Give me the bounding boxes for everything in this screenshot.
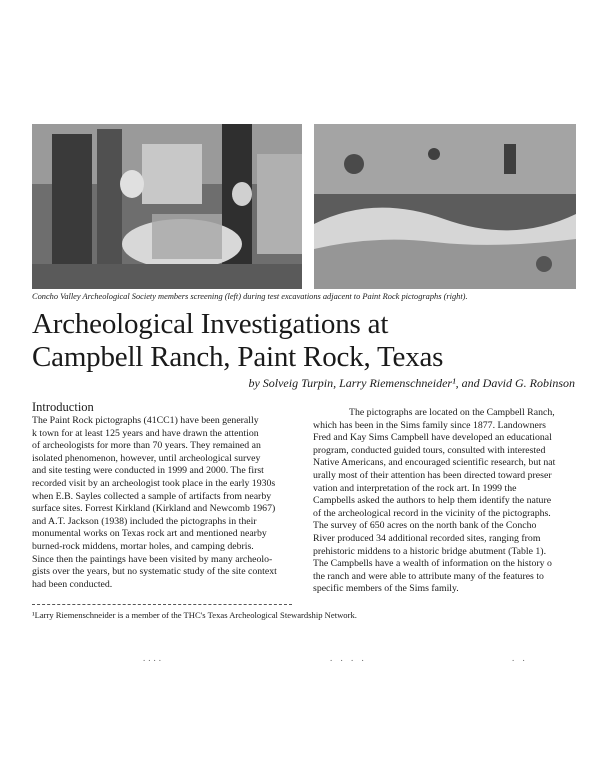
text-line: program, conducted guided tours, consulted with interested [313, 444, 546, 456]
text-line: Fred and Kay Sims Campbell have developed an educational [313, 432, 552, 444]
text-line: of archeologists for more than 70 years. They remained an [32, 440, 261, 452]
left-column [32, 415, 302, 591]
text-line: specific members of the Sims family. [313, 583, 459, 595]
title-line-2: Campbell Ranch, Paint Rock, Texas [32, 341, 444, 373]
text-line: and site testing were conducted in 1999 and 2000. The first [32, 465, 264, 477]
text-line: surface sites. Forrest Kirkland (Kirkland and Newcomb 1967) [32, 503, 276, 515]
text-line: Campbells asked the authors to help them identify the nature [313, 495, 552, 507]
text-line: monumental works on Texas rock art and mentioned nearby [32, 528, 267, 540]
text-line: k town for at least 125 years and have drawn the attention [32, 427, 259, 439]
footnote: ¹Larry Riemenschneider is a member of the THC's Texas Archeological Stewardship Network. [32, 610, 357, 620]
title-line-1: Archeological Investigations at [32, 308, 389, 340]
article-title [32, 308, 577, 374]
photo-caption: Concho Valley Archeological Society members screening (left) during test excavations adjacent to Paint Rock pictographs (right). [32, 292, 468, 301]
text-line: The Paint Rock pictographs (41CC1) have been generally [32, 415, 259, 426]
text-line: The pictographs are located on the Campbell Ranch, [349, 407, 555, 418]
footer-mark: . . [512, 653, 528, 663]
text-line: vation and interpretation of the rock art. In 1999 the [313, 482, 517, 494]
text-line: burned-rock middens, mortar holes, and camping debris. [32, 540, 254, 552]
text-line: of the archeological record in the vicinity of the pictographs. [313, 507, 551, 519]
text-line: The survey of 650 acres on the north bank of the Concho [313, 520, 537, 532]
right-column [313, 407, 578, 596]
section-heading: Introduction [32, 400, 94, 414]
text-line: Since then the paintings have been visited by many archeolo- [32, 553, 273, 565]
text-line: River produced 34 additional recorded sites, ranging from [313, 532, 541, 544]
text-line: when E.B. Sayles collected a sample of artifacts from nearby [32, 490, 272, 502]
footer-mark: . . . . [330, 653, 367, 663]
footnote-divider [32, 604, 292, 605]
footer-mark: .... [143, 653, 164, 663]
text-line: recorded visit by an archeologist took place in the early 1930s [32, 477, 276, 489]
screening-photo [32, 124, 302, 289]
text-line: had been conducted. [32, 578, 113, 590]
text-line: The Campbells have a wealth of information on the history o [313, 558, 552, 570]
text-line: urally most of their attention has been directed toward preser [313, 469, 552, 481]
pictograph-photo [314, 124, 576, 289]
text-line: the ranch and were able to attribute many of the features to [313, 570, 544, 582]
text-line: Native Americans, and encouraged scientific research, but nat [313, 457, 556, 469]
text-line: isolated phenomenon, however, until archeological survey [32, 452, 261, 464]
text-line: which has been in the Sims family since 1877. Landowners [313, 419, 546, 431]
text-line: gists over the years, but no systematic study of the site context [32, 566, 277, 578]
text-line: prehistoric middens to a historic bridge abutment (Table 1). [313, 545, 547, 557]
text-line: and A.T. Jackson (1938) included the pictographs in their [32, 515, 257, 527]
author-byline: by Solveig Turpin, Larry Riemenschneider¹, and David G. Robinson [248, 376, 575, 390]
